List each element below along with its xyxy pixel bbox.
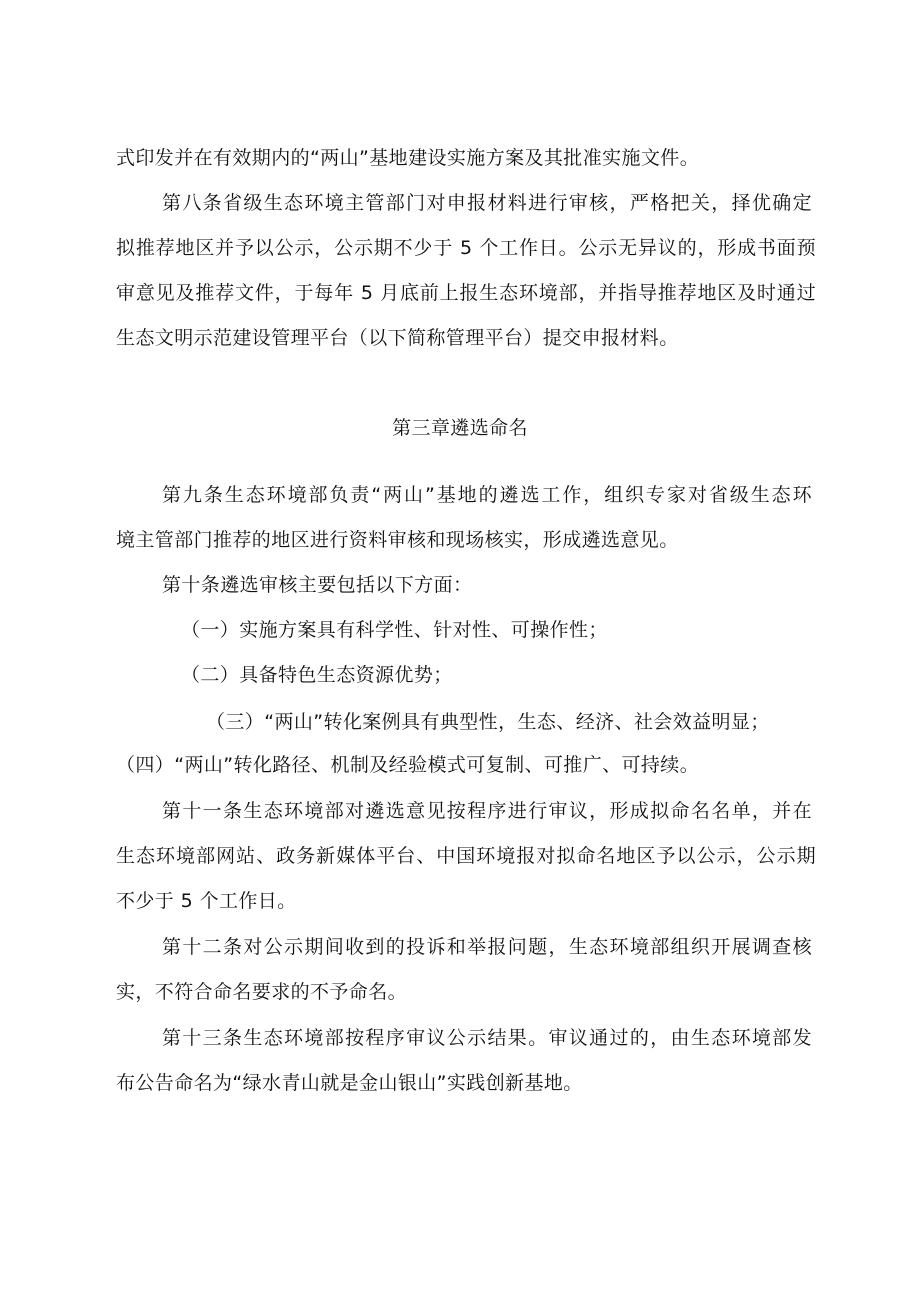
article-10-item-3: （三）“两山”转化案例具有典型性，生态、经济、社会效益明显； xyxy=(206,711,770,733)
article-8-line-4: 生态文明示范建设管理平台（以下简称管理平台）提交申报材料。 xyxy=(116,327,679,349)
article-11-line-3: 不少于 5 个工作日。 xyxy=(116,890,297,912)
article-9-line-2: 境主管部门推荐的地区进行资料审核和现场核实，形成遴选意见。 xyxy=(116,529,679,551)
article-11-line-2: 生态环境部网站、政务新媒体平台、中国环境报对拟命名地区予以公示，公示期 xyxy=(116,845,816,867)
article-9-line-1: 第九条生态环境部负责“两山”基地的遴选工作，组织专家对省级生态环 xyxy=(162,484,812,506)
article-13-line-1: 第十三条生态环境部按程序审议公示结果。审议通过的，由生态环境部发 xyxy=(162,1027,812,1049)
article-13-line-2: 布公告命名为“绿水青山就是金山银山”实践创新基地。 xyxy=(116,1072,583,1094)
article-12-line-1: 第十二条对公示期间收到的投诉和举报问题，生态环境部组织开展调查核 xyxy=(162,936,812,958)
article-8-line-2: 拟推荐地区并予以公示，公示期不少于 5 个工作日。公示无异议的，形成书面预 xyxy=(116,237,816,259)
article-10-item-2: （二）具备特色生态资源优势； xyxy=(181,664,453,686)
article-8-line-3: 审意见及推荐文件，于每年 5 月底前上报生态环境部，并指导推荐地区及时通过 xyxy=(116,282,816,304)
paragraph-line: 式印发并在有效期内的“两山”基地建设实施方案及其批准实施文件。 xyxy=(116,147,700,169)
article-10-intro: 第十条遴选审核主要包括以下方面： xyxy=(162,574,473,596)
article-10-item-4: （四）“两山”转化路径、机制及经验模式可复制、可推广、可持续。 xyxy=(116,754,700,776)
article-11-line-1: 第十一条生态环境部对遴选意见按程序进行审议，形成拟命名名单，并在 xyxy=(162,800,812,822)
article-10-item-1: （一）实施方案具有科学性、针对性、可操作性； xyxy=(181,619,608,641)
article-12-line-2: 实，不符合命名要求的不予命名。 xyxy=(116,981,408,1003)
article-8-line-1: 第八条省级生态环境主管部门对申报材料进行审核，严格把关，择优确定 xyxy=(162,192,812,214)
chapter-heading: 第三章遴选命名 xyxy=(392,417,528,439)
